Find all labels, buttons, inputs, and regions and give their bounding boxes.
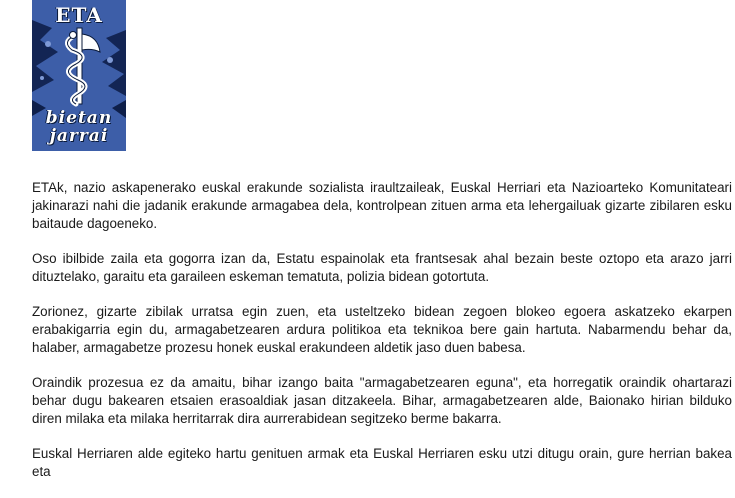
logo-title: ETA	[55, 3, 103, 27]
logo-motto-line1: bietan	[45, 108, 113, 128]
paragraph-4: Oraindik prozesua ez da amaitu, bihar izango baita "armagabetzearen eguna", eta horregatik oraindik ohartarazi behar dugu bakearen etsaien erasoaldiak jasan ditzakeela. Bihar, armagabetzearen alde, Baionako hirian bilduko diren milaka eta milaka herritarrak dira aurrerabidean segitzeko berme bakarra.	[32, 375, 732, 426]
paragraph-3: Zorionez, gizarte zibilak urratsa egin zuen, eta usteltzeko bidean zegoen blokeo egoera askatzeko ekarpen erabakigarria egin du, armagabetzearen ardura politikoa eta teknikoa bere gain hartuta. Nabarmendu behar da, halaber, armagabetze prozesu honek euskal erakundeen aldetik jaso duen babesa.	[32, 304, 732, 355]
statement-body	[32, 179, 732, 498]
eta-logo	[32, 0, 126, 151]
paragraph-2: Oso ibilbide zaila eta gogorra izan da, Estatu espainolak eta frantsesak ahal bezain beste oztopo eta arazo jarri dituztelako, garaitu eta garaileen eskeman tematuta, polizia bidean gotortuta.	[32, 251, 732, 284]
paragraph-1: ETAk, nazio askapenerako euskal erakunde sozialista iraultzaileak, Euskal Herriari eta Nazioarteko Komunitateari jakinarazi nahi die jadanik erakunde armagabea dela, kontrolpean zituen arma eta lehergailuak gizarte zibilaren esku baitaude dagoeneko.	[32, 180, 732, 231]
paragraph-5: Euskal Herriaren alde egiteko hartu genituen armak eta Euskal Herriaren esku utzi ditugu orain, gure herrian bakea eta	[32, 446, 732, 479]
logo-motto-line2: jarrai	[49, 126, 109, 146]
